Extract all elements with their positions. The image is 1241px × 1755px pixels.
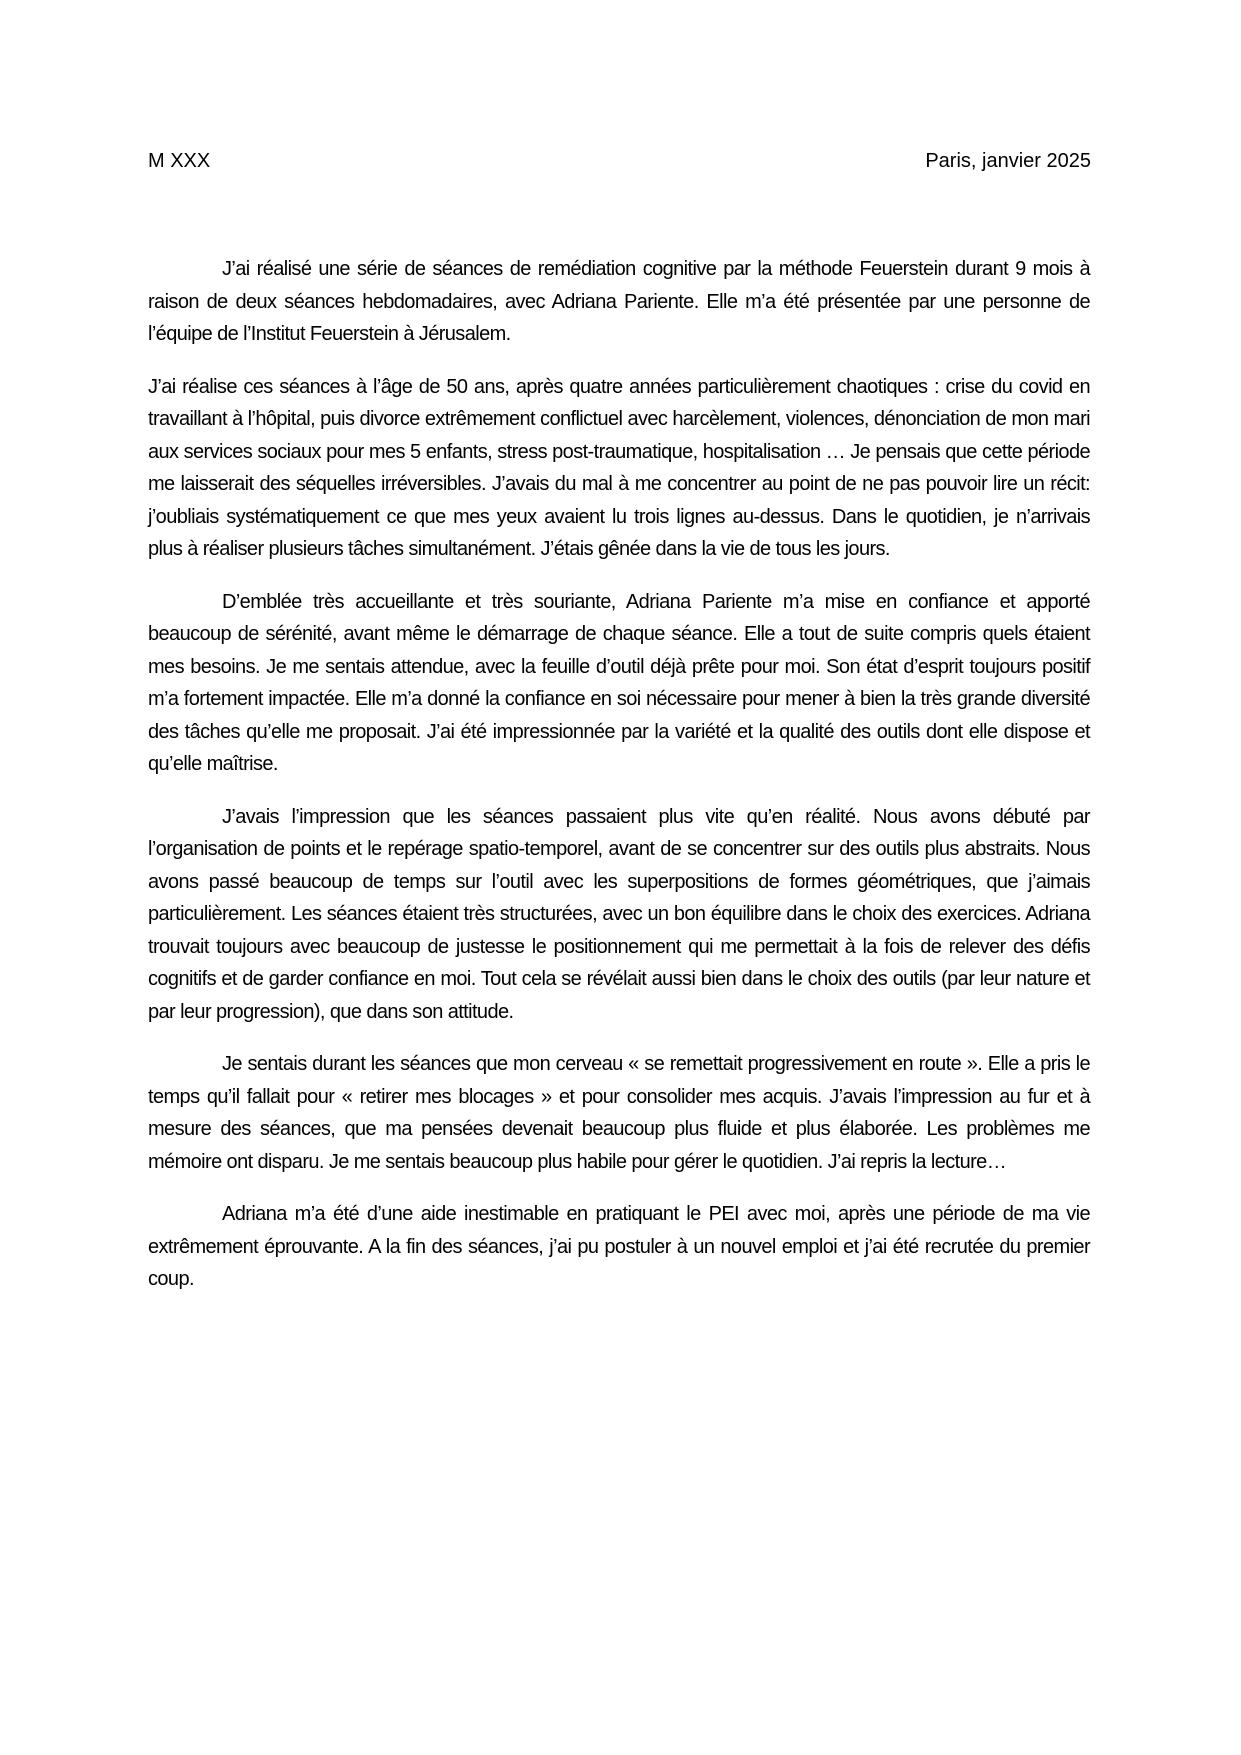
place-date: Paris, janvier 2025 [925,150,1091,172]
paragraph-3: D’emblée très accueillante et très souriante, Adriana Pariente m’a mise en confiance et apporté beaucoup de sérénité, avant même le démarrage de chaque séance. Elle a tout de suite compris quels étaient mes besoins. Je me sentais attendue, avec la feuille d’outil déjà prête pour moi. Son état d’esprit toujours positif m’a fortement impactée. Elle m’a donné la confiance en soi nécessaire pour mener à bien la très grande diversité des tâches qu’elle me proposait. J’ai été impressionnée par la variété et la qualité des outils dont elle dispose et qu’elle maîtrise. [148,590,1090,775]
sender-name: M XXX [148,150,211,172]
letter-header [148,147,1091,177]
paragraph-1: J’ai réalisé une série de séances de remédiation cognitive par la méthode Feuerstein durant 9 mois à raison de deux séances hebdomadaires, avec Adriana Pariente. Elle m’a été présentée par une personne de l’équipe de l’Institut Feuerstein à Jérusalem. [148,258,1090,345]
paragraph-2: J’ai réalise ces séances à l’âge de 50 ans, après quatre années particulièrement chaotiques : crise du covid en travaillant à l’hôpital, puis divorce extrêmement conflictuel avec harcèlement, violences, dénonciation de mon mari aux services sociaux pour mes 5 enfants, stress post-traumatique, hospitalisation … Je pensais que cette période me laisserait des séquelles irréversibles. J’avais du mal à me concentrer au point de ne pas pouvoir lire un récit: j’oubliais systématiquement ce que mes yeux avaient lu trois lignes au-dessus. Dans le quotidien, je n’arrivais plus à réaliser plusieurs tâches simultanément. J’étais gênée dans la vie de tous les jours. [148,375,1090,560]
letter-body [148,253,1090,1316]
paragraph-6: Adriana m’a été d’une aide inestimable en pratiquant le PEI avec moi, après une période de ma vie extrêmement éprouvante. A la fin des séances, j’ai pu postuler à un nouvel emploi et j’ai été recrutée du premier coup. [148,1203,1090,1290]
paragraph-4: J’avais l’impression que les séances passaient plus vite qu’en réalité. Nous avons débuté par l’organisation de points et le repérage spatio-temporel, avant de se concentrer sur des outils plus abstraits. Nous avons passé beaucoup de temps sur l’outil avec les superpositions de formes géométriques, que j’aimais particulièrement. Les séances étaient très structurées, avec un bon équilibre dans le choix des exercices. Adriana trouvait toujours avec beaucoup de justesse le positionnement qui me permettait à la fois de relever des défis cognitifs et de garder confiance en moi. Tout cela se révélait aussi bien dans le choix des outils (par leur nature et par leur progression), que dans son attitude. [148,805,1090,1023]
paragraph-5: Je sentais durant les séances que mon cerveau « se remettait progressivement en route ». Elle a pris le temps qu’il fallait pour « retirer mes blocages » et pour consolider mes acquis. J’avais l’impression au fur et à mesure des séances, que ma pensées devenait beaucoup plus fluide et plus élaborée. Les problèmes me mémoire ont disparu. Je me sentais beaucoup plus habile pour gérer le quotidien. J’ai repris la lecture… [148,1053,1090,1173]
